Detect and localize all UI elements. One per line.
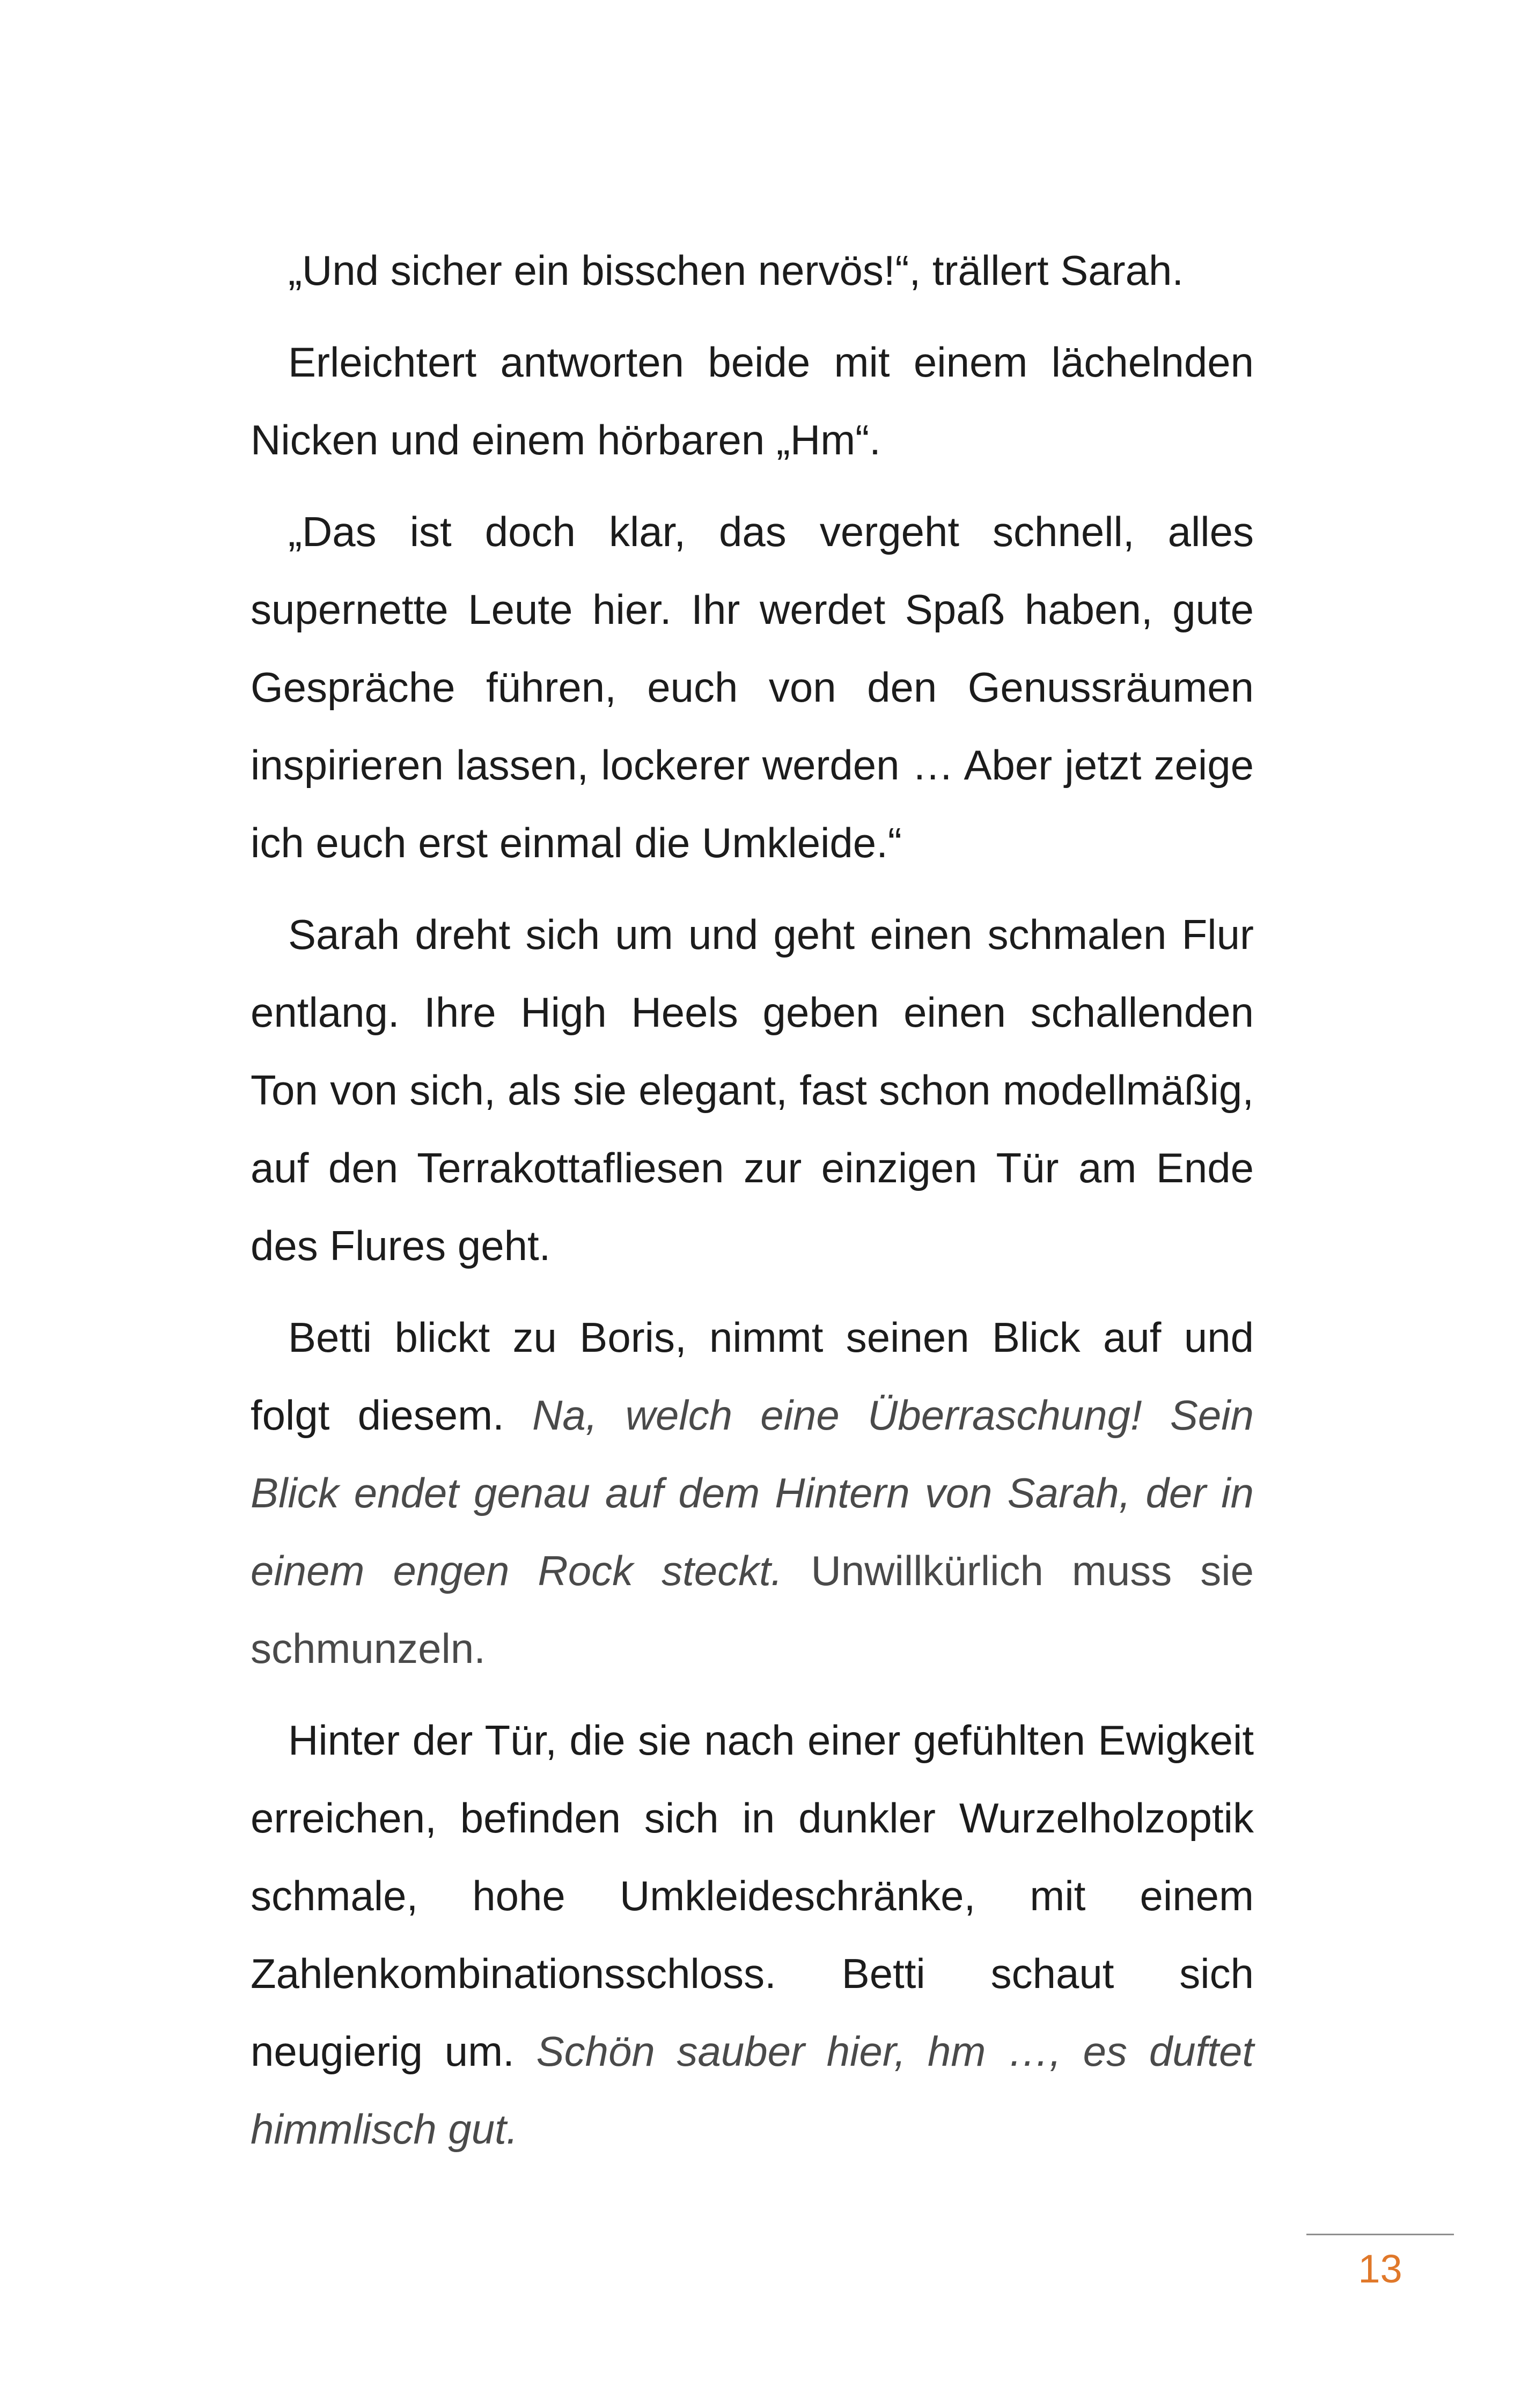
body-text [251, 232, 1254, 2182]
page-number: 13 [1358, 2247, 1402, 2291]
text-segment: Unwillkürlich muss sie schmunzeln. [251, 1547, 1254, 1672]
text-segment: Sarah dreht sich um und geht einen schmalen Flur entlang. Ihre High Heels geben einen schallenden Ton von sich, als sie elegant, fast schon modellmäßig, auf den Terrakottafliesen zur einzigen Tür am Ende des Flures geht. [251, 911, 1254, 1269]
paragraph-3 [251, 493, 1254, 882]
paragraph-1 [251, 232, 1254, 310]
text-segment: Erleichtert antworten beide mit einem lächelnden Nicken und einem hörbaren „Hm“. [251, 338, 1254, 463]
text-segment: „Und sicher ein bisschen nervös!“, trällert Sarah. [288, 247, 1184, 294]
paragraph-5 [251, 1299, 1254, 1688]
paragraph-6 [251, 1702, 1254, 2168]
paragraph-2 [251, 323, 1254, 479]
text-segment: „Das ist doch klar, das vergeht schnell, alles supernette Leute hier. Ihr werdet Spaß haben, gute Gespräche führen, euch von den Genussräumen inspirieren lassen, lockerer werden … Aber jetzt zeige ich euch erst einmal die Umkleide.“ [251, 508, 1254, 866]
italic-thought: Schön sauber hier, hm …, es duftet himmlisch gut. [251, 2028, 1254, 2153]
footer-divider [1306, 2234, 1454, 2235]
paragraph-4 [251, 896, 1254, 1285]
text-segment: Hinter der Tür, die sie nach einer gefühlten Ewigkeit erreichen, befinden sich in dunkler Wurzelholzoptik schmale, hohe Umkleideschränke, mit einem Zahlenkombinationsschloss. Betti schaut sich neugierig um. [251, 1717, 1254, 2075]
italic-thought: Na, welch eine Überraschung! Sein Blick endet genau auf dem Hintern von Sarah, der in einem engen Rock steckt. [251, 1391, 1254, 1594]
text-segment: Betti blickt zu Boris, nimmt seinen Blick auf und folgt diesem. [251, 1314, 1254, 1439]
